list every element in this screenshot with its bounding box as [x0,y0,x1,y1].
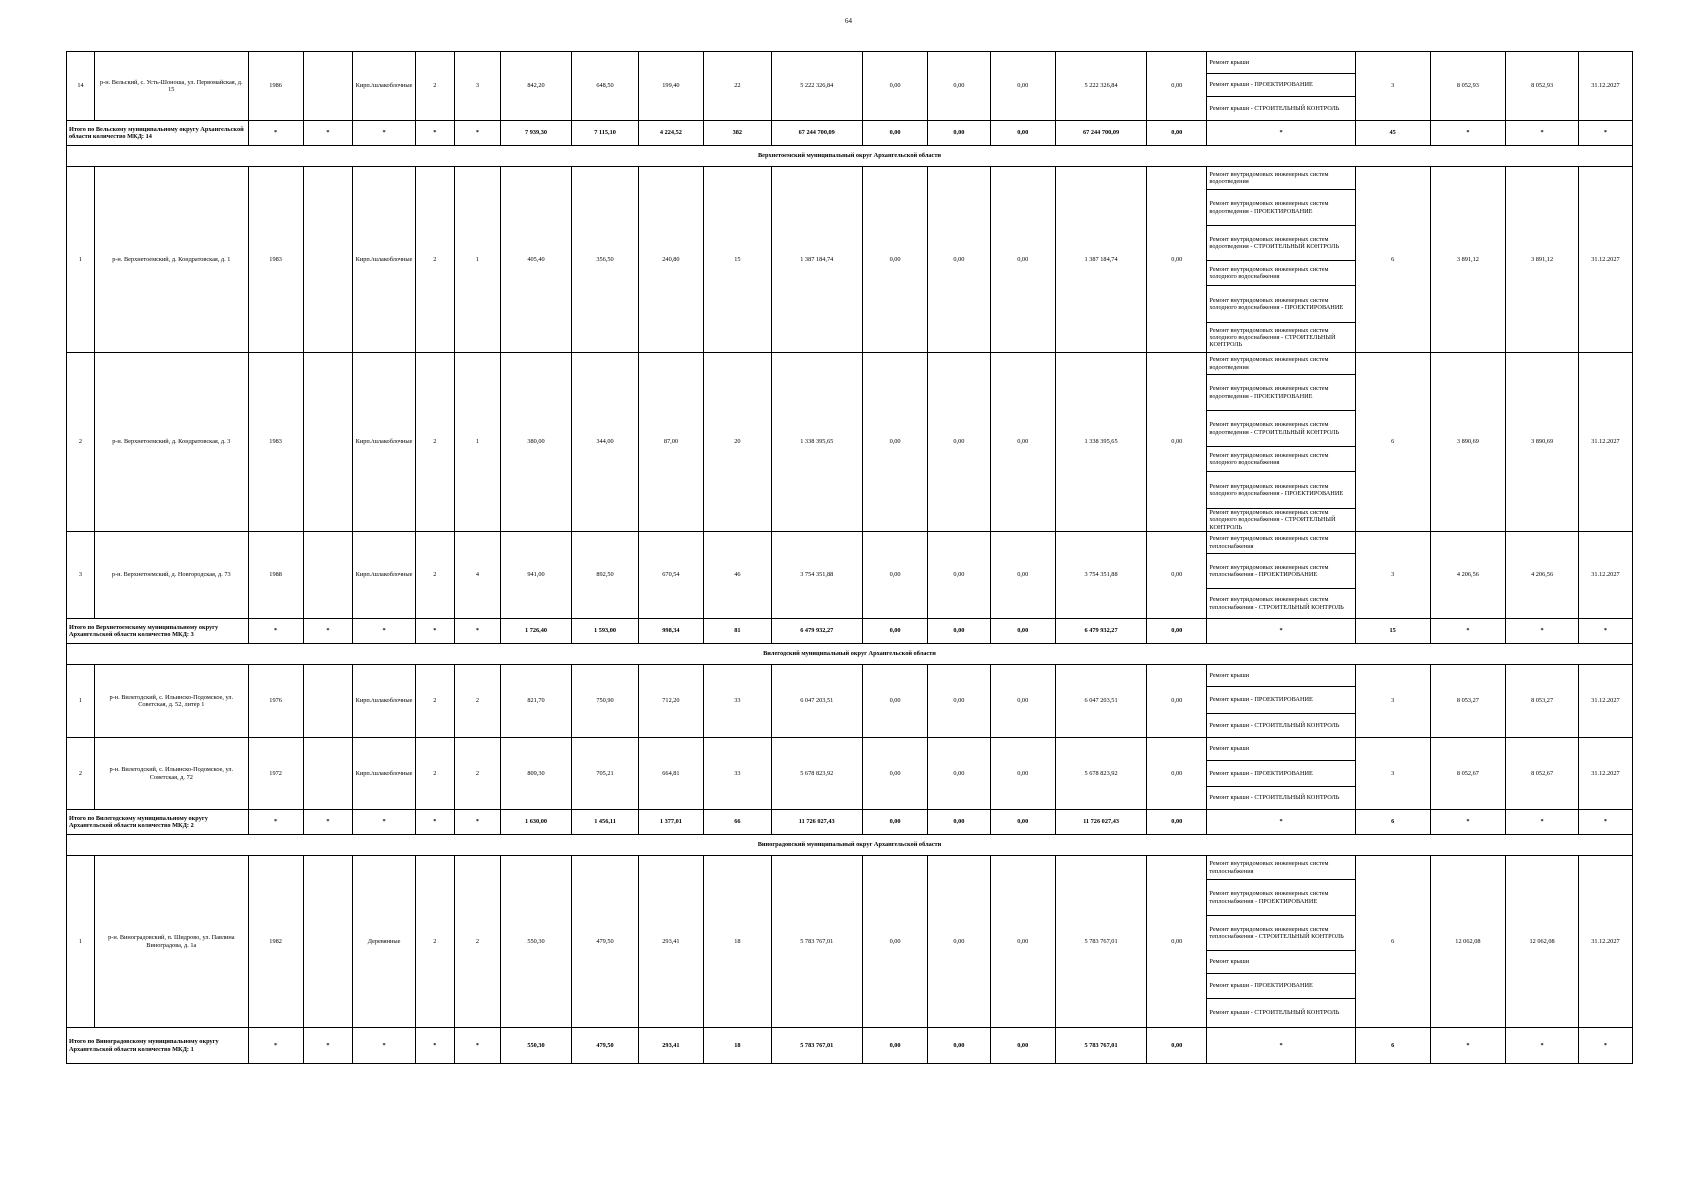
subtotal-area-total: 1 630,00 [500,810,572,835]
subtotal-area-owned: 4 224,52 [638,121,703,146]
residents: 33 [704,738,771,810]
fund-regional: 0,00 [928,738,990,810]
row-number: 14 [67,52,95,121]
fund-local: 0,00 [990,353,1055,532]
cost-total: 5 678 823,92 [771,738,862,810]
work-item: Ремонт внутридомовых инженерных систем теплоснабжения [1207,532,1354,554]
subtotal-cost-total: 5 783 767,01 [771,1028,862,1064]
fund-other: 0,00 [1147,856,1207,1028]
row-number: 2 [67,353,95,532]
work-item: Ремонт крыши [1207,738,1354,761]
work-item: Ремонт внутридомовых инженерных систем водоотведения [1207,167,1354,190]
blank-cell [303,167,353,353]
subtotal-fund-owners: 5 783 767,01 [1055,1028,1146,1064]
subtotal-fund-other: 0,00 [1147,619,1207,644]
subtotal-label: Итого по Верхнетоемскому муниципальному округу Архангельской области количество МКД: 3 [67,619,249,644]
work-item: Ремонт крыши - ПРОЕКТИРОВАНИЕ [1207,761,1354,787]
work-item: Ремонт внутридомовых инженерных систем теплоснабжения - СТРОИТЕЛЬНЫЙ КОНТРОЛЬ [1209,596,1344,611]
subtotal-fund-regional: 0,00 [928,121,990,146]
row-number: 1 [67,665,95,738]
subtotal-area-living: 1 456,11 [572,810,638,835]
fund-local: 0,00 [990,738,1055,810]
subtotal-work-count: 6 [1355,1028,1430,1064]
placeholder-star: * [1207,810,1355,835]
placeholder-star: * [1207,619,1355,644]
fund-federal: 0,00 [862,856,927,1028]
max-unit-cost: 12 062,08 [1506,856,1579,1028]
subtotal-fund-federal: 0,00 [862,619,927,644]
building-row [67,52,1633,121]
placeholder-star: * [1578,810,1632,835]
area-owned: 670,54 [638,532,703,619]
deadline: 31.12.2027 [1578,856,1632,1028]
blank-cell [303,665,353,738]
blank-cell [303,856,353,1028]
fund-local: 0,00 [990,167,1055,353]
subtotal-area-owned: 1 377,01 [638,810,703,835]
work-item: Ремонт внутридомовых инженерных систем холодного водоснабжения - СТРОИТЕЛЬНЫЙ КОНТРОЛЬ [1209,326,1336,349]
building-row [67,738,1633,810]
max-unit-cost: 8 052,67 [1506,738,1579,810]
wall-material: Кирп./шлакоблочные [353,532,415,619]
placeholder-star: * [455,121,501,146]
work-count: 6 [1355,167,1430,353]
fund-federal: 0,00 [862,532,927,619]
deadline: 31.12.2027 [1578,52,1632,121]
works-list [1207,52,1355,121]
entrance-count: 1 [455,167,501,353]
fund-owners: 5 783 767,01 [1055,856,1146,1028]
work-item: Ремонт внутридомовых инженерных систем теплоснабжения - ПРОЕКТИРОВАНИЕ [1207,880,1354,916]
wall-material: Деревянные [353,856,415,1028]
works-list [1207,353,1355,532]
placeholder-star: * [415,619,454,644]
placeholder-star: * [415,1028,454,1064]
subtotal-area-owned: 998,34 [638,619,703,644]
residents: 22 [704,52,771,121]
fund-other: 0,00 [1147,532,1207,619]
fund-local: 0,00 [990,665,1055,738]
entrance-count: 1 [455,353,501,532]
placeholder-star: * [1430,619,1506,644]
deadline: 31.12.2027 [1578,738,1632,810]
wall-material: Кирп./шлакоблочные [353,353,415,532]
subtotal-cost-total: 11 726 027,43 [771,810,862,835]
area-owned: 293,41 [638,856,703,1028]
subtotal-fund-local: 0,00 [990,121,1055,146]
work-item: Ремонт крыши - ПРОЕКТИРОВАНИЕ [1207,74,1354,97]
deadline: 31.12.2027 [1578,665,1632,738]
building-address: р-н. Вилегодский, с. Ильинско-Подомское, ул. Советская, д. 52, литер 1 [95,665,249,738]
fund-federal: 0,00 [862,665,927,738]
unit-cost: 4 206,56 [1430,532,1506,619]
area-living: 344,00 [572,353,638,532]
subtotal-fund-owners: 11 726 027,43 [1055,810,1146,835]
placeholder-star: * [248,619,303,644]
building-address: р-н. Верхнетоемский, д. Кондратовская, д. 3 [95,353,249,532]
building-row [67,353,1633,532]
subtotal-row [67,121,1633,146]
municipality-header: Верхнетоемский муниципальный округ Архангельской области [67,146,1633,167]
placeholder-star: * [353,810,415,835]
subtotal-fund-owners: 6 479 932,27 [1055,619,1146,644]
placeholder-star: * [455,810,501,835]
work-item: Ремонт внутридомовых инженерных систем водоотведения - СТРОИТЕЛЬНЫЙ КОНТРОЛЬ [1207,411,1354,447]
fund-other: 0,00 [1147,52,1207,121]
placeholder-star: * [1430,121,1506,146]
works-list [1207,738,1355,810]
fund-regional: 0,00 [928,353,990,532]
row-number: 1 [67,856,95,1028]
placeholder-star: * [1506,810,1579,835]
subtotal-fund-regional: 0,00 [928,810,990,835]
work-item: Ремонт крыши - СТРОИТЕЛЬНЫЙ КОНТРОЛЬ [1209,794,1340,802]
work-item: Ремонт внутридомовых инженерных систем теплоснабжения [1207,856,1354,880]
unit-cost: 8 053,27 [1430,665,1506,738]
floor-count: 2 [415,532,454,619]
subtotal-area-owned: 293,41 [638,1028,703,1064]
entrance-count: 3 [455,52,501,121]
max-unit-cost: 4 206,56 [1506,532,1579,619]
floor-count: 2 [415,665,454,738]
entrance-count: 4 [455,532,501,619]
work-item: Ремонт крыши [1207,52,1354,74]
work-item: Ремонт крыши - СТРОИТЕЛЬНЫЙ КОНТРОЛЬ [1209,104,1340,112]
work-item: Ремонт внутридомовых инженерных систем холодного водоснабжения [1207,261,1354,286]
work-count: 3 [1355,738,1430,810]
area-owned: 712,20 [638,665,703,738]
building-address: р-н. Виноградовский, п. Шидрово, ул. Павлина Виноградова, д. 1а [95,856,249,1028]
subtotal-fund-regional: 0,00 [928,619,990,644]
work-item: Ремонт крыши - ПРОЕКТИРОВАНИЕ [1207,687,1354,714]
subtotal-fund-local: 0,00 [990,810,1055,835]
placeholder-star: * [455,619,501,644]
municipality-header: Вилегодский муниципальный округ Архангельской области [67,644,1633,665]
building-row [67,532,1633,619]
work-count: 3 [1355,665,1430,738]
subtotal-area-total: 7 939,30 [500,121,572,146]
area-total: 941,00 [500,532,572,619]
subtotal-fund-local: 0,00 [990,1028,1055,1064]
placeholder-star: * [1430,1028,1506,1064]
subtotal-fund-federal: 0,00 [862,121,927,146]
unit-cost: 8 052,67 [1430,738,1506,810]
floor-count: 2 [415,167,454,353]
residents: 33 [704,665,771,738]
placeholder-star: * [353,121,415,146]
area-total: 405,40 [500,167,572,353]
placeholder-star: * [1578,121,1632,146]
area-owned: 199,40 [638,52,703,121]
subtotal-work-count: 6 [1355,810,1430,835]
cost-total: 5 222 326,84 [771,52,862,121]
construction-year: 1972 [248,738,303,810]
residents: 15 [704,167,771,353]
entrance-count: 2 [455,738,501,810]
cost-total: 1 387 184,74 [771,167,862,353]
construction-year: 1983 [248,167,303,353]
blank-cell [303,532,353,619]
floor-count: 2 [415,738,454,810]
cost-total: 3 754 351,88 [771,532,862,619]
subtotal-residents: 382 [704,121,771,146]
subtotal-fund-federal: 0,00 [862,810,927,835]
work-count: 6 [1355,856,1430,1028]
work-item: Ремонт внутридомовых инженерных систем холодного водоснабжения - ПРОЕКТИРОВАНИЕ [1207,286,1354,323]
page-number: 64 [845,17,852,25]
row-number: 1 [67,167,95,353]
work-item: Ремонт внутридомовых инженерных систем водоотведения - ПРОЕКТИРОВАНИЕ [1207,375,1354,411]
subtotal-row [67,1028,1633,1064]
placeholder-star: * [303,121,353,146]
area-owned: 240,80 [638,167,703,353]
fund-other: 0,00 [1147,665,1207,738]
area-living: 705,21 [572,738,638,810]
subtotal-fund-other: 0,00 [1147,810,1207,835]
work-count: 3 [1355,532,1430,619]
subtotal-residents: 81 [704,619,771,644]
placeholder-star: * [248,810,303,835]
area-owned: 664,81 [638,738,703,810]
subtotal-row [67,810,1633,835]
placeholder-star: * [1207,1028,1355,1064]
blank-cell [303,52,353,121]
unit-cost: 12 062,08 [1430,856,1506,1028]
placeholder-star: * [248,121,303,146]
fund-local: 0,00 [990,52,1055,121]
wall-material: Кирп./шлакоблочные [353,738,415,810]
fund-regional: 0,00 [928,856,990,1028]
placeholder-star: * [303,810,353,835]
area-living: 356,50 [572,167,638,353]
row-number: 3 [67,532,95,619]
building-row [67,167,1633,353]
area-owned: 87,00 [638,353,703,532]
subtotal-area-total: 550,30 [500,1028,572,1064]
floor-count: 2 [415,353,454,532]
area-total: 842,20 [500,52,572,121]
construction-year: 1983 [248,353,303,532]
work-count: 6 [1355,353,1430,532]
placeholder-star: * [1207,121,1355,146]
subtotal-fund-other: 0,00 [1147,1028,1207,1064]
work-item: Ремонт крыши [1207,665,1354,687]
floor-count: 2 [415,52,454,121]
work-item: Ремонт внутридомовых инженерных систем водоотведения - СТРОИТЕЛЬНЫЙ КОНТРОЛЬ [1207,226,1354,261]
work-item: Ремонт внутридомовых инженерных систем холодного водоснабжения - СТРОИТЕЛЬНЫЙ КОНТРОЛЬ [1209,509,1336,531]
fund-regional: 0,00 [928,167,990,353]
fund-owners: 1 387 184,74 [1055,167,1146,353]
construction-year: 1988 [248,532,303,619]
fund-regional: 0,00 [928,532,990,619]
works-list [1207,532,1355,619]
subtotal-residents: 66 [704,810,771,835]
cost-total: 6 047 203,51 [771,665,862,738]
works-list [1207,665,1355,738]
fund-owners: 1 338 395,65 [1055,353,1146,532]
fund-owners: 3 754 351,88 [1055,532,1146,619]
building-address: р-н. Вельский, с. Усть-Шоноша, ул. Первомайская, д. 15 [95,52,249,121]
subtotal-residents: 18 [704,1028,771,1064]
cost-total: 5 783 767,01 [771,856,862,1028]
subtotal-fund-owners: 67 244 700,09 [1055,121,1146,146]
subtotal-area-total: 1 726,40 [500,619,572,644]
entrance-count: 2 [455,856,501,1028]
wall-material: Кирп./шлакоблочные [353,52,415,121]
area-total: 809,30 [500,738,572,810]
blank-cell [303,353,353,532]
works-list [1207,856,1355,1028]
fund-regional: 0,00 [928,665,990,738]
subtotal-cost-total: 67 244 700,09 [771,121,862,146]
work-item: Ремонт крыши [1207,951,1354,974]
fund-regional: 0,00 [928,52,990,121]
subtotal-work-count: 15 [1355,619,1430,644]
row-number: 2 [67,738,95,810]
fund-owners: 5 222 326,84 [1055,52,1146,121]
subtotal-fund-federal: 0,00 [862,1028,927,1064]
area-total: 380,00 [500,353,572,532]
construction-year: 1976 [248,665,303,738]
residents: 46 [704,532,771,619]
area-total: 550,30 [500,856,572,1028]
fund-owners: 5 678 823,92 [1055,738,1146,810]
work-item: Ремонт внутридомовых инженерных систем холодного водоснабжения [1207,447,1354,472]
work-count: 3 [1355,52,1430,121]
max-unit-cost: 8 052,93 [1506,52,1579,121]
construction-year: 1986 [248,52,303,121]
placeholder-star: * [1430,810,1506,835]
unit-cost: 8 052,93 [1430,52,1506,121]
work-item: Ремонт крыши - СТРОИТЕЛЬНЫЙ КОНТРОЛЬ [1209,721,1340,729]
fund-other: 0,00 [1147,738,1207,810]
placeholder-star: * [1578,1028,1632,1064]
municipality-header: Виноградовский муниципальный округ Архангельской области [67,835,1633,856]
fund-federal: 0,00 [862,167,927,353]
construction-year: 1982 [248,856,303,1028]
max-unit-cost: 3 891,12 [1506,167,1579,353]
placeholder-star: * [248,1028,303,1064]
fund-federal: 0,00 [862,353,927,532]
area-living: 648,50 [572,52,638,121]
area-living: 892,50 [572,532,638,619]
repair-program-table [66,51,1633,1064]
placeholder-star: * [1506,121,1579,146]
building-address: р-н. Верхнетоемский, д. Кондратовская, д. 1 [95,167,249,353]
deadline: 31.12.2027 [1578,167,1632,353]
municipality-header-row [67,146,1633,167]
work-item: Ремонт внутридомовых инженерных систем теплоснабжения - СТРОИТЕЛЬНЫЙ КОНТРОЛЬ [1207,916,1354,951]
wall-material: Кирп./шлакоблочные [353,167,415,353]
building-address: р-н. Вилегодский, с. Ильинско-Подомское, ул. Советская, д. 72 [95,738,249,810]
subtotal-label: Итого по Виноградовскому муниципальному округу Архангельской области количество МКД: 1 [67,1028,249,1064]
municipality-header-row [67,644,1633,665]
fund-federal: 0,00 [862,738,927,810]
residents: 18 [704,856,771,1028]
deadline: 31.12.2027 [1578,353,1632,532]
max-unit-cost: 3 890,69 [1506,353,1579,532]
unit-cost: 3 891,12 [1430,167,1506,353]
work-item: Ремонт крыши - ПРОЕКТИРОВАНИЕ [1207,974,1354,999]
area-living: 750,90 [572,665,638,738]
subtotal-fund-other: 0,00 [1147,121,1207,146]
cost-total: 1 338 395,65 [771,353,862,532]
fund-other: 0,00 [1147,353,1207,532]
residents: 20 [704,353,771,532]
placeholder-star: * [353,619,415,644]
fund-other: 0,00 [1147,167,1207,353]
subtotal-label: Итого по Вилегодскому муниципальному округу Архангельской области количество МКД: 2 [67,810,249,835]
area-total: 821,70 [500,665,572,738]
subtotal-area-living: 7 115,10 [572,121,638,146]
fund-federal: 0,00 [862,52,927,121]
subtotal-fund-regional: 0,00 [928,1028,990,1064]
work-item: Ремонт внутридомовых инженерных систем теплоснабжения - ПРОЕКТИРОВАНИЕ [1207,554,1354,589]
placeholder-star: * [455,1028,501,1064]
area-living: 479,50 [572,856,638,1028]
deadline: 31.12.2027 [1578,532,1632,619]
placeholder-star: * [1506,619,1579,644]
subtotal-area-living: 479,50 [572,1028,638,1064]
municipality-header-row [67,835,1633,856]
fund-local: 0,00 [990,856,1055,1028]
placeholder-star: * [1578,619,1632,644]
blank-cell [303,738,353,810]
max-unit-cost: 8 053,27 [1506,665,1579,738]
subtotal-fund-local: 0,00 [990,619,1055,644]
placeholder-star: * [353,1028,415,1064]
floor-count: 2 [415,856,454,1028]
building-row [67,856,1633,1028]
wall-material: Кирп./шлакоблочные [353,665,415,738]
placeholder-star: * [1506,1028,1579,1064]
fund-local: 0,00 [990,532,1055,619]
subtotal-row [67,619,1633,644]
placeholder-star: * [415,810,454,835]
works-list [1207,167,1355,353]
work-item: Ремонт внутридомовых инженерных систем водоотведения - ПРОЕКТИРОВАНИЕ [1207,190,1354,226]
work-item: Ремонт крыши - СТРОИТЕЛЬНЫЙ КОНТРОЛЬ [1209,1009,1340,1017]
entrance-count: 2 [455,665,501,738]
work-item: Ремонт внутридомовых инженерных систем холодного водоснабжения - ПРОЕКТИРОВАНИЕ [1207,472,1354,509]
unit-cost: 3 890,69 [1430,353,1506,532]
fund-owners: 6 047 203,51 [1055,665,1146,738]
work-item: Ремонт внутридомовых инженерных систем водоотведения [1207,353,1354,375]
placeholder-star: * [415,121,454,146]
building-address: р-н. Верхнетоемский, д. Новгородская, д. 73 [95,532,249,619]
placeholder-star: * [303,1028,353,1064]
placeholder-star: * [303,619,353,644]
subtotal-work-count: 45 [1355,121,1430,146]
subtotal-label: Итого по Вельскому муниципальному округу Архангельской области количество МКД: 14 [67,121,249,146]
subtotal-cost-total: 6 479 932,27 [771,619,862,644]
building-row [67,665,1633,738]
subtotal-area-living: 1 593,00 [572,619,638,644]
